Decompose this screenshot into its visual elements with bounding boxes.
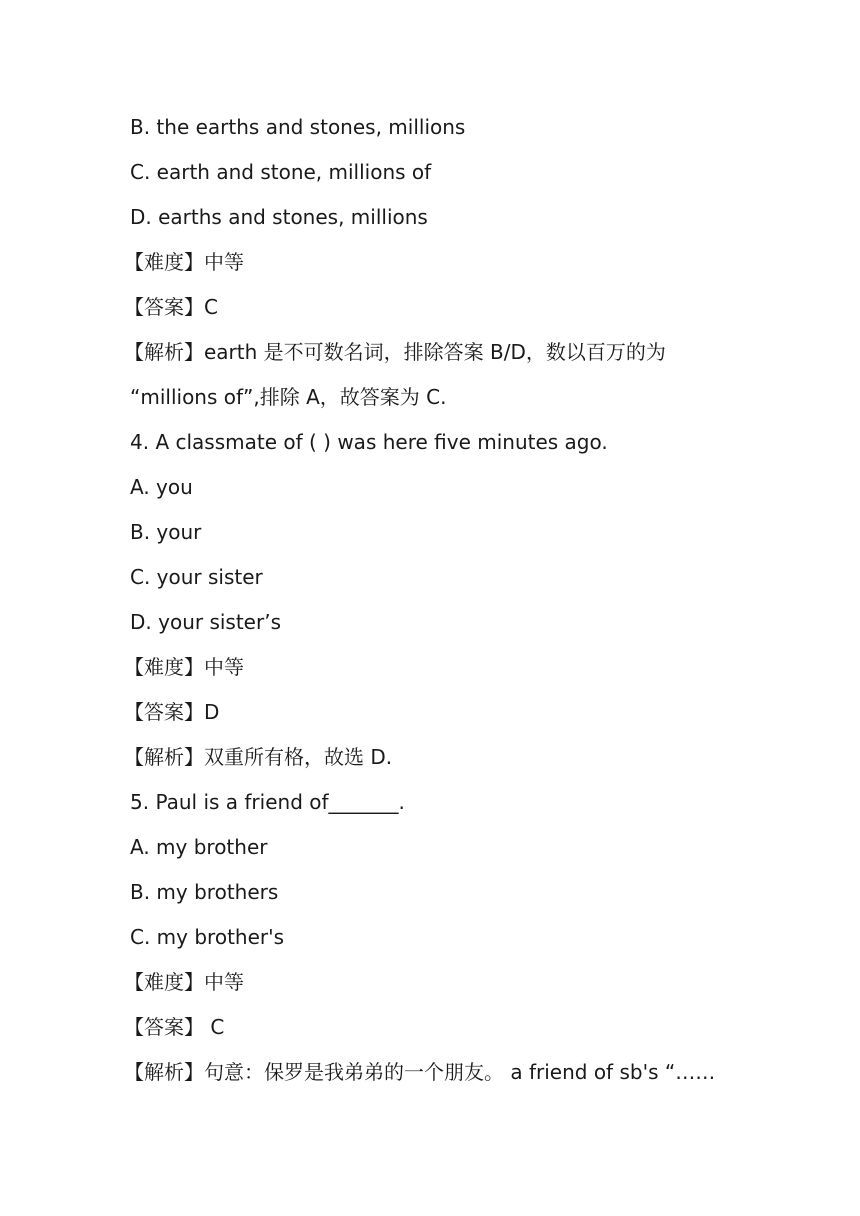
option-a-q4: A. you [130,475,193,499]
option-a-q5: A. my brother [130,835,268,859]
page-content [124,111,740,1101]
option-b-q4: B. your [130,520,202,544]
option-c-q3: C. earth and stone, millions of [130,160,432,184]
analysis-q3: 【解析】earth 是不可数名词，排除答案 B/D，数以百万的为 [124,340,666,364]
option-b-q5: B. my brothers [130,880,279,904]
option-d-q4: D. your sister’s [130,610,281,634]
answer-q5: 【答案】 C [124,1015,225,1039]
difficulty-q3: 【难度】中等 [124,250,244,274]
option-d-q3: D. earths and stones, millions [130,205,428,229]
difficulty-q5: 【难度】中等 [124,970,244,994]
option-b-q3: B. the earths and stones, millions [130,115,466,139]
analysis-q4: 【解析】双重所有格，故选 D. [124,745,393,769]
difficulty-q4: 【难度】中等 [124,655,244,679]
answer-q4: 【答案】D [124,700,220,724]
question-4: 4. A classmate of ( ) was here five minutes ago. [130,430,608,454]
analysis-q5: 【解析】句意：保罗是我弟弟的一个朋友。 a friend of sb's “…… [124,1060,716,1084]
analysis-q3-continued: “millions of”,排除 A，故答案为 C. [130,385,447,409]
answer-q3: 【答案】C [124,295,218,319]
option-c-q5: C. my brother's [130,925,285,949]
option-c-q4: C. your sister [130,565,263,589]
question-5: 5. Paul is a friend of_______. [130,790,405,814]
